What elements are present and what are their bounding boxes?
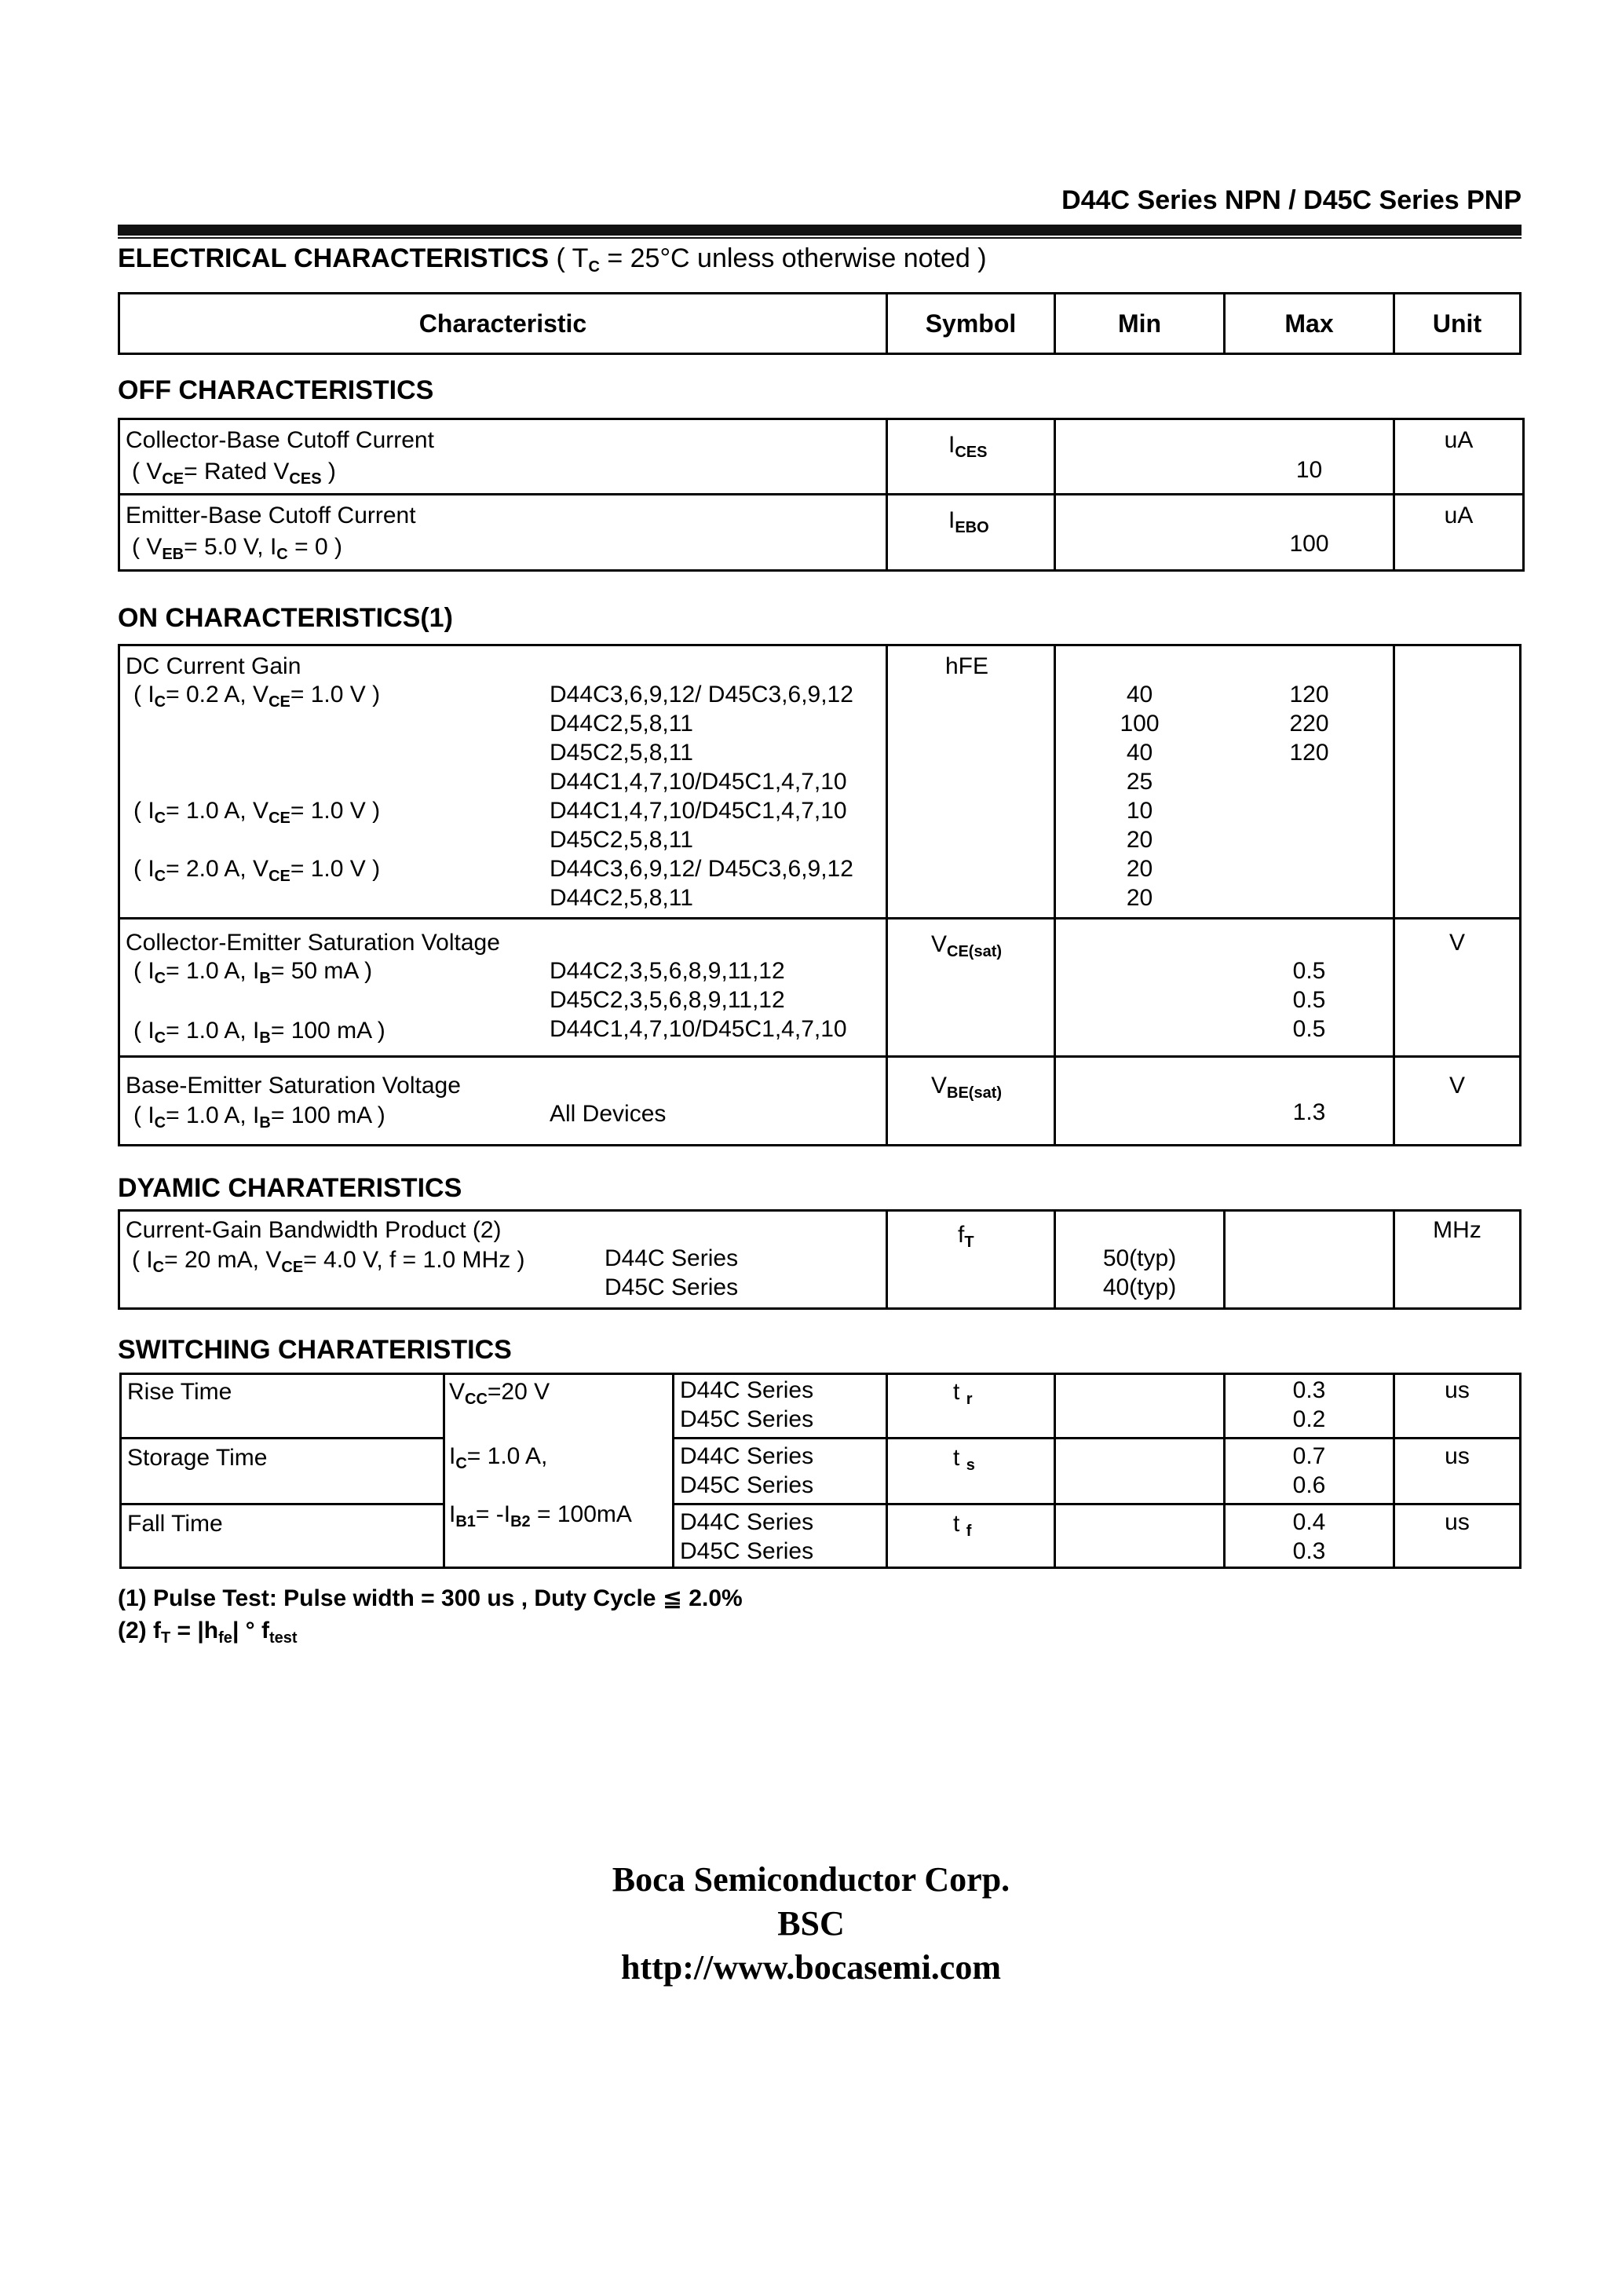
vce-sat-devices	[550, 956, 847, 1044]
off-r1-cond: ( $V_{CE}=$ Rated $V_{CES}$ )	[132, 459, 336, 488]
dyn-device: D44C Series	[605, 1245, 739, 1271]
header-rule-thin	[118, 237, 1522, 239]
divider	[118, 1055, 1522, 1058]
dc-min: 25	[1126, 769, 1153, 795]
divider	[1054, 1373, 1056, 1569]
dc-device: D45C2,5,8,11	[550, 827, 693, 853]
sw-device: D44C Series	[680, 1377, 814, 1403]
dc-device: D44C2,5,8,11	[550, 885, 693, 911]
document-header: D44C Series NPN / D45C Series PNP	[1061, 185, 1522, 215]
off-r2-cond: ( $V_{EB}= 5.0$ V, $I_C = 0$ )	[132, 534, 342, 563]
vbe-sat-max: 1.3	[1292, 1099, 1326, 1125]
sw-rise-time-max	[1226, 1376, 1393, 1434]
sw-device: D44C Series	[680, 1443, 814, 1469]
divider	[1054, 418, 1056, 572]
vbe-sat-devices: All Devices	[550, 1101, 667, 1127]
sw-storage-time-name: Storage Time	[127, 1445, 268, 1471]
off-r1-name: Collector-Base Cutoff Current	[126, 427, 434, 453]
divider	[1223, 1209, 1226, 1310]
off-r1-unit: uA	[1444, 427, 1474, 453]
note-ft-formula: (2) $f_T = |h_{fe}|$ ° $f_{test}$	[118, 1618, 298, 1647]
dc-gain-name: DC Current Gain	[126, 653, 301, 679]
sw-fall-time-unit: us	[1445, 1509, 1470, 1535]
sw-cond-ib: $I_{B1}= -I_{B2} = 100mA$	[449, 1501, 632, 1530]
sw-rise-time-devices	[680, 1376, 813, 1434]
dynamic-characteristics-title: DYAMIC CHARATERISTICS	[118, 1173, 462, 1203]
vce-sat-cond-1: ( $I_C= 1.0$ A, $I_B= 50$ mA )	[133, 958, 373, 987]
sw-fall-time-name: Fall Time	[127, 1511, 223, 1537]
divider	[118, 917, 1522, 919]
off-r2-symbol: $I_{EBO}$	[948, 507, 989, 536]
sw-fall-time-max	[1226, 1508, 1393, 1566]
sw-max: 0.7	[1292, 1443, 1326, 1469]
dyn-min-values	[1056, 1244, 1223, 1302]
dyn-devices	[605, 1244, 738, 1302]
vce-sat-unit: V	[1448, 930, 1465, 956]
vce-max: 0.5	[1292, 987, 1326, 1013]
dc-device: D44C3,6,9,12/ D45C3,6,9,12	[550, 856, 853, 882]
dc-device: D44C2,5,8,11	[550, 711, 693, 737]
sw-storage-time-max	[1226, 1442, 1393, 1500]
dc-min: 20	[1126, 885, 1153, 911]
dc-gain-cond-3: ( $I_C= 2.0$ A, $V_{CE}= 1.0$ V )	[133, 856, 381, 885]
footer-abbr: BSC	[777, 1904, 845, 1943]
ec-cond-post: = 25°C unless otherwise noted )	[599, 243, 987, 273]
off-r1-symbol: $I_{CES}$	[948, 432, 988, 461]
dc-device: D44C3,6,9,12/ D45C3,6,9,12	[550, 682, 853, 707]
sw-max: 0.3	[1292, 1538, 1326, 1564]
vce-sat-symbol: $V_{CE(sat)}$	[931, 931, 1003, 960]
footer-company: Boca Semiconductor Corp.	[612, 1860, 1010, 1899]
divider	[886, 1209, 888, 1310]
divider	[886, 644, 888, 1146]
vbe-sat-name: Base-Emitter Saturation Voltage	[126, 1073, 461, 1099]
col-header-characteristic: Characteristic	[418, 309, 587, 338]
vbe-sat-symbol: $V_{BE(sat)}$	[931, 1073, 1003, 1102]
sw-rise-time-unit: us	[1445, 1377, 1470, 1403]
dc-min: 40	[1126, 682, 1153, 707]
vce-device: D44C2,3,5,6,8,9,11,12	[550, 958, 785, 984]
col-header-unit: Unit	[1432, 309, 1482, 338]
dc-min: 10	[1126, 798, 1153, 824]
dyn-min: 40(typ)	[1102, 1274, 1177, 1300]
footer-url[interactable]: http://www.bocasemi.com	[621, 1948, 1001, 1987]
dc-max: 120	[1289, 682, 1329, 707]
sw-storage-time-unit: us	[1445, 1443, 1470, 1469]
dc-gain-symbol: hFE	[945, 653, 989, 679]
vce-device: D45C2,3,5,6,8,9,11,12	[550, 987, 785, 1013]
off-r1-max: 10	[1295, 457, 1323, 483]
dc-min: 40	[1126, 740, 1153, 766]
sw-fall-time-devices	[680, 1508, 813, 1566]
sw-rise-time-symbol: t $_r$	[953, 1379, 973, 1408]
vce-sat-name: Collector-Emitter Saturation Voltage	[126, 930, 500, 956]
sw-device: D45C Series	[680, 1538, 814, 1564]
switching-characteristics-title: SWITCHING CHARATERISTICS	[118, 1335, 512, 1365]
dc-min: 20	[1126, 856, 1153, 882]
dc-gain-min-values	[1056, 680, 1223, 912]
dyn-name: Current-Gain Bandwidth Product (2)	[126, 1217, 502, 1243]
sw-max: 0.2	[1292, 1406, 1326, 1432]
sw-cond-ic: $I_C= 1.0$ A,	[449, 1443, 548, 1472]
sw-max: 0.4	[1292, 1509, 1326, 1535]
dc-min: 20	[1126, 827, 1153, 853]
dc-max: 120	[1289, 740, 1329, 766]
vce-max: 0.5	[1292, 958, 1326, 984]
dyn-min: 50(typ)	[1102, 1245, 1177, 1271]
col-header-symbol: Symbol	[925, 309, 1017, 338]
off-characteristics-title: OFF CHARACTERISTICS	[118, 375, 434, 405]
sw-rise-time-name: Rise Time	[127, 1379, 232, 1405]
dyn-cond: ( $I_C= 20$ mA, $V_{CE}= 4.0$ V, f = 1.0 MHz )	[132, 1247, 525, 1276]
dyn-unit: MHz	[1433, 1217, 1481, 1243]
off-r2-max: 100	[1289, 531, 1329, 557]
sw-device: D45C Series	[680, 1406, 814, 1432]
divider	[886, 1373, 888, 1569]
vce-max: 0.5	[1292, 1016, 1326, 1042]
dc-gain-max-values	[1226, 680, 1393, 767]
col-header-max: Max	[1284, 309, 1334, 338]
vce-sat-cond-2: ( $I_C= 1.0$ A, $I_B= 100$ mA )	[133, 1018, 385, 1047]
divider	[119, 1437, 443, 1439]
divider	[672, 1373, 674, 1569]
vbe-sat-cond: ( $I_C= 1.0$ A, $I_B= 100$ mA )	[133, 1102, 385, 1132]
sw-device: D44C Series	[680, 1509, 814, 1535]
dc-gain-cond-2: ( $I_C= 1.0$ A, $V_{CE}= 1.0$ V )	[133, 798, 381, 827]
dc-gain-cond-1: ( $I_C= 0.2$ A, $V_{CE}= 1.0$ V )	[133, 682, 381, 711]
off-r2-unit: uA	[1444, 503, 1474, 528]
ec-cond-sub: C	[588, 258, 600, 276]
dc-device: D44C1,4,7,10/D45C1,4,7,10	[550, 769, 847, 795]
note-pulse-test: (1) Pulse Test: Pulse width = 300 us , Duty Cycle ≦ 2.0%	[118, 1585, 743, 1611]
ec-title-bold: ELECTRICAL CHARACTERISTICS	[118, 243, 550, 273]
divider	[1393, 644, 1395, 1146]
sw-max: 0.3	[1292, 1377, 1326, 1403]
dc-min: 100	[1120, 711, 1160, 737]
header-rule	[118, 225, 1522, 236]
sw-storage-time-symbol: t $_s$	[953, 1445, 975, 1474]
ec-cond-pre: ( T	[556, 243, 589, 273]
sw-cond-vcc: $V_{CC}=20$ V	[449, 1379, 550, 1408]
electrical-characteristics-title	[118, 243, 987, 276]
divider	[886, 418, 888, 572]
sw-storage-time-devices	[680, 1442, 813, 1500]
on-characteristics-title: ON CHARACTERISTICS(1)	[118, 603, 453, 633]
sw-fall-time-symbol: t $_f$	[953, 1511, 972, 1540]
divider	[118, 493, 1525, 495]
vce-sat-max-values	[1226, 956, 1393, 1044]
vbe-sat-unit: V	[1448, 1073, 1465, 1099]
sw-max: 0.6	[1292, 1472, 1326, 1498]
divider	[119, 1503, 443, 1505]
dyn-symbol: $f_T$	[958, 1222, 974, 1251]
divider	[443, 1373, 445, 1569]
col-header-min: Min	[1117, 309, 1162, 338]
dc-device: D44C1,4,7,10/D45C1,4,7,10	[550, 798, 847, 824]
dyn-device: D45C Series	[605, 1274, 739, 1300]
dc-gain-devices	[550, 680, 853, 912]
dc-device: D45C2,5,8,11	[550, 740, 693, 766]
vce-device: D44C1,4,7,10/D45C1,4,7,10	[550, 1016, 847, 1042]
sw-device: D45C Series	[680, 1472, 814, 1498]
off-r2-name: Emitter-Base Cutoff Current	[126, 503, 416, 528]
dc-max: 220	[1289, 711, 1329, 737]
